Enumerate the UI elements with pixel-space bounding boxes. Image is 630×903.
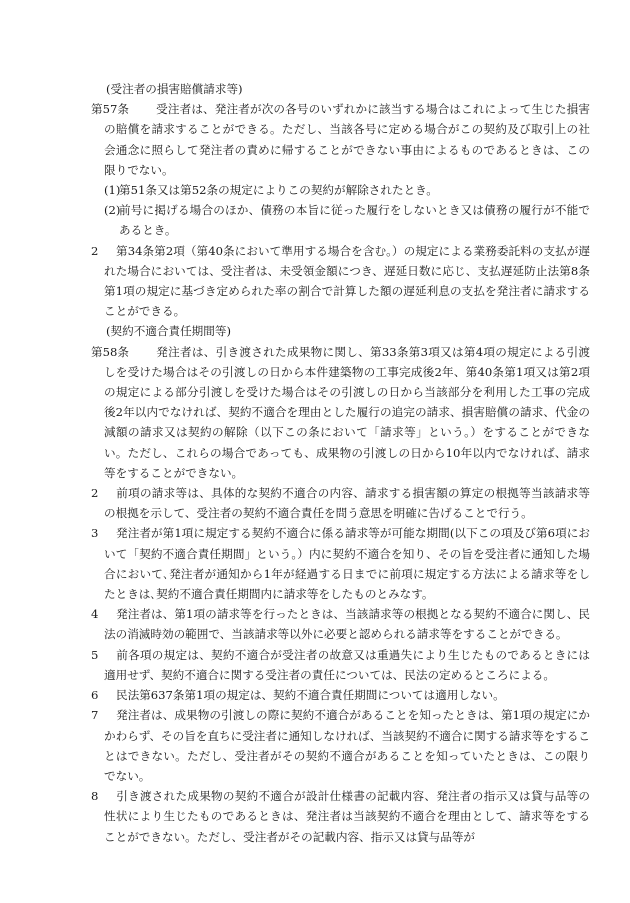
article-57-paragraph-2 — [91, 241, 590, 322]
article-58-paragraph-6 — [91, 685, 590, 705]
item-number: (2) — [104, 203, 121, 218]
paragraph-text: 第34条第2項（第40条において準用する場合を含む。）の規定による業務委託料の支払が遅れた場合においては、受注者は、未受領金額につき、遅延日数に応じ、支払遅延防止法第8条第1項の規定に基づき定められた率の割合で計算した額の遅延利息の支払を発注者に請求することができる。 — [104, 243, 590, 319]
item-number: (1) — [104, 183, 121, 198]
paragraph-text: 前項の請求等は、具体的な契約不適合の内容、請求する損害額の算定の根拠等当該請求等の根拠を示して、受注者の契約不適合責任を問う意思を明確に告げることで行う。 — [104, 486, 590, 521]
article-58-paragraph-7 — [91, 705, 590, 786]
paragraph-number: 5 — [91, 647, 99, 662]
paragraph-text: 前各項の規定は、契約不適合が受注者の故意又は重過失により生じたものであるときには適用せず、契約不適合に関する受注者の責任については、民法の定めるところによる。 — [104, 647, 590, 682]
article-57-item-1 — [91, 180, 590, 200]
item-text: 前号に掲げる場合のほか、債務の本旨に従った履行をしないとき又は債務の履行が不能であるとき。 — [119, 203, 590, 238]
article-58-paragraph-4 — [91, 604, 590, 644]
article-58-paragraph-2 — [91, 483, 590, 523]
paragraph-text: 発注者は、第1項の請求等を行ったときは、当該請求等の根拠となる契約不適合に関し、民法の消滅時効の範囲で、当該請求等以外に必要と認められる請求等をすることができる。 — [104, 607, 590, 642]
article-57-number: 第57条 — [91, 102, 129, 117]
paragraph-text: 発注者が第1項に規定する契約不適合に係る請求等が可能な期間(以下この項及び第6項において「契約不適合責任期間」という。）内に契約不適合を知り、その旨を受注者に通知した場合において､発注者が通知から1年が経過する日までに前項に規定する方法による請求等をしたときは､契約不適合責任期間内に請求等をしたものとみなす。 — [104, 526, 591, 602]
article-57-paragraph-1-text: 受注者は、発注者が次の各号のいずれかに該当する場合はこれによって生じた損害の賠償を請求することができる。ただし、当該各号に定める場合がこの契約及び取引上の社会通念に照らして発注者の責めに帰することができない事由によるものであるときは、この限りでない。 — [104, 102, 590, 177]
article-58-paragraph-5 — [91, 645, 590, 685]
article-58-paragraph-3 — [91, 523, 590, 604]
paragraph-text: 引き渡された成果物の契約不適合が設計仕様書の記載内容、発注者の指示又は貸与品等の性状により生じたものであるときは、発注者は当該契約不適合を理由として、請求等をすることができない。ただし、受注者がその記載内容、指示又は貸与品等が — [104, 789, 590, 844]
article-58-number: 第58条 — [91, 344, 129, 359]
paragraph-text: 発注者は、成果物の引渡しの際に契約不適合があることを知ったときは、第1項の規定にかかわらず、その旨を直ちに受注者に通知しなければ、当該契約不適合に関する請求等をすることはできない。ただし、受注者がその契約不適合があることを知っていたときは、この限りでない。 — [104, 708, 591, 783]
paragraph-number: 2 — [91, 486, 99, 501]
item-text: 第51条又は第52条の規定によりこの契約が解除されたとき。 — [119, 183, 438, 198]
paragraph-number: 4 — [91, 607, 99, 622]
paragraph-number: 7 — [91, 708, 99, 723]
article-57-item-2 — [91, 200, 590, 240]
article-57-paragraph-1 — [91, 99, 590, 180]
paragraph-number: 6 — [91, 688, 99, 703]
article-58-paragraph-1-text: 発注者は、引き渡された成果物に関し、第33条第3項又は第4項の規定による引渡しを受けた場合はその引渡しの日から本件建築物の工事完成後2年、第40条第1項又は第2項の規定による部分引渡しを受けた場合はその引渡しの日から当該部分を利用した工事の完成後2年以内でなければ、契約不適合を理由とした履行の追完の請求、損害賠償の請求、代金の減額の請求又は契約の解除（以下この条において「請求等」という。）をすることができない。ただし、これらの場合であっても、成果物の引渡しの日から10年以内でなければ、請求等をすることができない。 — [104, 344, 590, 480]
paragraph-number: 2 — [91, 243, 99, 258]
article-58-paragraph-1 — [91, 342, 590, 483]
article-58-paragraph-8 — [91, 786, 590, 847]
paragraph-number: 8 — [91, 789, 99, 804]
paragraph-number: 3 — [91, 526, 99, 541]
article-57-heading: (受注者の損害賠償請求等) — [106, 82, 243, 96]
paragraph-text: 民法第637条第1項の規定は、契約不適合責任期間については適用しない。 — [116, 688, 505, 703]
article-58-heading: (契約不適合責任期間等) — [106, 324, 231, 339]
